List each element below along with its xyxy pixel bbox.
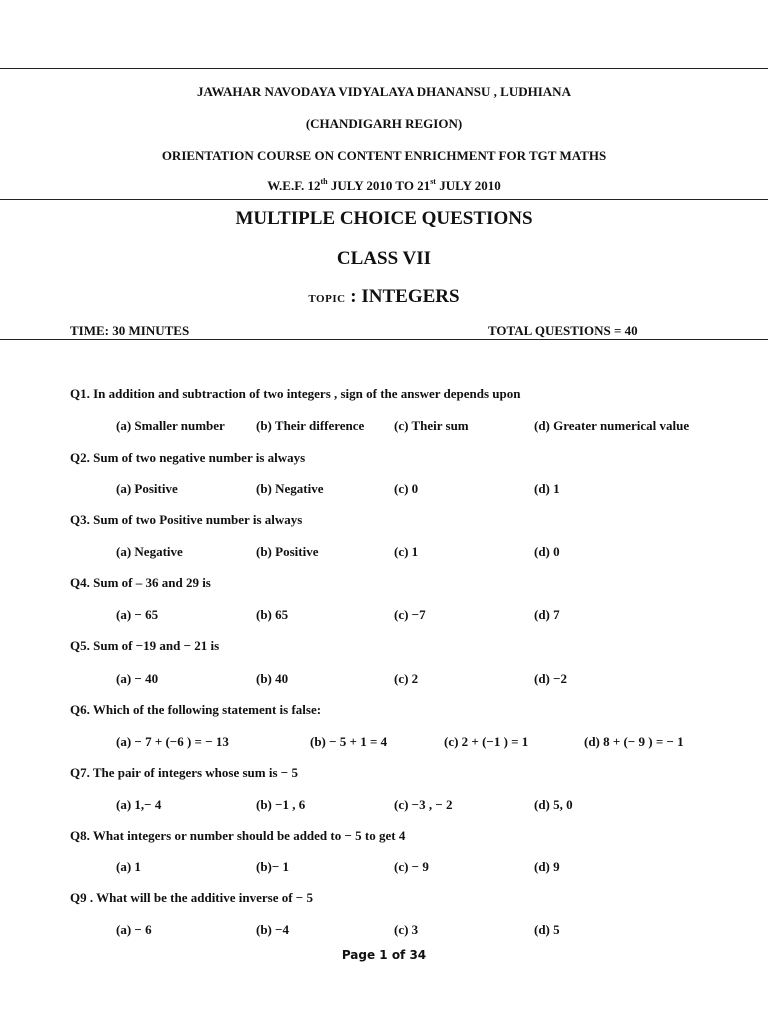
option-d: (d) 9 [534, 859, 560, 874]
question-text: Q9 . What will be the additive inverse of − 5 [70, 890, 313, 905]
question-text: Q8. What integers or number should be added to − 5 to get 4 [70, 828, 406, 843]
wef-end: JULY 2010 [435, 178, 501, 193]
option-b: (b) −4 [256, 922, 290, 937]
option-a: (a) Negative [116, 544, 183, 559]
option-b: (b) 40 [256, 671, 289, 686]
question-text: Q7. The pair of integers whose sum is − 5 [70, 765, 298, 780]
topic-value: INTEGERS [361, 286, 460, 307]
option-c: (c) 1 [394, 544, 419, 559]
question-text: Q1. In addition and subtraction of two integers , sign of the answer depends upon [70, 386, 521, 401]
option-a: (a) − 7 + (−6 ) = − 13 [116, 734, 229, 749]
option-c: (c) −7 [394, 607, 426, 622]
question-text: Q4. Sum of – 36 and 29 is [70, 575, 211, 590]
header-rule [0, 199, 768, 200]
question-text: Q2. Sum of two negative number is always [70, 450, 306, 465]
wef-start-suffix: th [320, 177, 328, 186]
option-c: (c) 2 [394, 671, 419, 686]
page-title: MULTIPLE CHOICE QUESTIONS [235, 208, 533, 229]
wef-end-suffix: st [430, 177, 436, 186]
time-label: TIME: 30 MINUTES [70, 323, 190, 338]
option-a: (a) − 40 [116, 671, 159, 686]
option-c: (c) 0 [394, 481, 419, 496]
topic-line [0, 286, 768, 308]
option-d: (d) 8 + (− 9 ) = − 1 [584, 734, 684, 749]
option-d: (d) 5 [534, 922, 560, 937]
option-b: (b)− 1 [256, 859, 290, 874]
option-a: (a) 1,− 4 [116, 797, 162, 812]
meta-rule [0, 339, 768, 340]
top-rule [0, 68, 768, 69]
option-b: (b) Negative [256, 481, 324, 496]
option-c: (c) 3 [394, 922, 419, 937]
total-questions-label: TOTAL QUESTIONS = 40 [488, 323, 638, 338]
school-name: JAWAHAR NAVODAYA VIDYALAYA DHANANSU , LUDHIANA [197, 84, 571, 99]
topic-label: TOPIC [308, 293, 346, 305]
option-d: (d) 5, 0 [534, 797, 573, 812]
option-b: (b) − 5 + 1 = 4 [310, 734, 388, 749]
class-title: CLASS VII [336, 248, 432, 269]
option-d: (d) −2 [534, 671, 568, 686]
wef-mid: JULY 2010 TO 21 [327, 178, 431, 193]
option-d: (d) 1 [534, 481, 560, 496]
course-title: ORIENTATION COURSE ON CONTENT ENRICHMENT FOR TGT MATHS [161, 148, 607, 163]
page-number: Page 1 of 34 [341, 948, 427, 962]
option-c: (c) Their sum [394, 418, 469, 433]
wef-dates [0, 178, 768, 194]
option-c: (c) − 9 [394, 859, 429, 874]
topic-separator: : [345, 286, 362, 307]
option-b: (b) −1 , 6 [256, 797, 306, 812]
question-text: Q3. Sum of two Positive number is always [70, 512, 303, 527]
option-a: (a) Positive [116, 481, 178, 496]
option-a: (a) − 65 [116, 607, 159, 622]
wef-start-day: W.E.F. 12 [267, 178, 321, 193]
option-b: (b) 65 [256, 607, 289, 622]
option-a: (a) Smaller number [116, 418, 225, 433]
option-a: (a) − 6 [116, 922, 152, 937]
option-d: (d) 7 [534, 607, 560, 622]
option-b: (b) Their difference [256, 418, 365, 433]
region-name: (CHANDIGARH REGION) [305, 116, 463, 131]
question-text: Q5. Sum of −19 and − 21 is [70, 638, 220, 653]
option-c: (c) −3 , − 2 [394, 797, 453, 812]
option-a: (a) 1 [116, 859, 141, 874]
option-d: (d) 0 [534, 544, 560, 559]
option-b: (b) Positive [256, 544, 319, 559]
option-d: (d) Greater numerical value [534, 418, 690, 433]
question-text: Q6. Which of the following statement is false: [70, 702, 322, 717]
option-c: (c) 2 + (−1 ) = 1 [444, 734, 529, 749]
